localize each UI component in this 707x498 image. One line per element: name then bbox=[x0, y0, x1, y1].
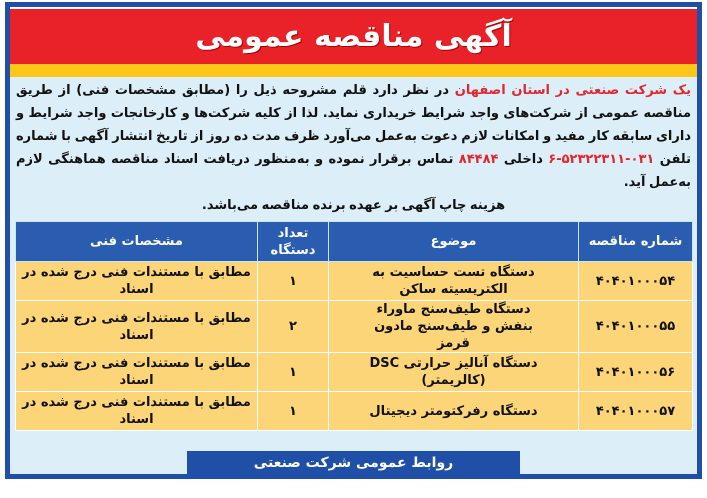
device-count: ۱ bbox=[258, 262, 329, 301]
tender-number: ۴۰۴۰۱۰۰۰۵۶ bbox=[579, 353, 693, 392]
tender-subject: دستگاه رفرکتومتر دیجیتال bbox=[329, 392, 579, 431]
tender-number: ۴۰۴۰۱۰۰۰۵۵ bbox=[579, 301, 693, 353]
company-name: یک شرکت صنعتی در استان اصفهان bbox=[454, 83, 691, 98]
tender-subject: دستگاه تست حساسیت به الکتریسیته ساکن bbox=[329, 262, 579, 301]
title-banner bbox=[10, 9, 697, 64]
body-text-3: تماس برقرار نموده و به‌منظور دریافت اسناد مناقصه هماهنگی لازم به‌عمل آید. bbox=[16, 152, 691, 190]
table-row bbox=[16, 301, 693, 353]
table-row bbox=[16, 392, 693, 431]
header-spec: مشخصات فنی bbox=[16, 222, 258, 262]
tender-number: ۴۰۴۰۱۰۰۰۵۷ bbox=[579, 392, 693, 431]
cost-note: هزینه چاپ آگهی بر عهده برنده مناقصه می‌باشد. bbox=[201, 198, 506, 213]
tender-subject: دستگاه آنالیز حرارتی DSC (کالریمتر) bbox=[329, 353, 579, 392]
technical-spec: مطابق با مستندات فنی درج شده در اسناد bbox=[16, 353, 258, 392]
phone-number: ۰۳۱-۵۲۳۲۲۳۱۱-۶ bbox=[548, 152, 655, 167]
body-text-2: داخلی bbox=[498, 152, 549, 167]
yellow-stripe bbox=[10, 64, 697, 77]
tender-number: ۴۰۴۰۱۰۰۰۵۴ bbox=[579, 262, 693, 301]
extension: ۸۴۴۸۴ bbox=[458, 152, 499, 167]
header-subject: موضوع bbox=[329, 222, 579, 262]
device-count: ۲ bbox=[258, 301, 329, 353]
header-number: شماره مناقصه bbox=[579, 222, 693, 262]
tender-subject: دستگاه طیف‌سنج ماوراء بنفش و طیف‌سنج مادون قرمز bbox=[329, 301, 579, 353]
device-count: ۱ bbox=[258, 353, 329, 392]
header-count: تعداد دستگاه bbox=[258, 222, 329, 262]
tender-ad bbox=[5, 2, 702, 479]
ad-body bbox=[16, 79, 691, 217]
technical-spec: مطابق با مستندات فنی درج شده در اسناد bbox=[16, 392, 258, 431]
technical-spec: مطابق با مستندات فنی درج شده در اسناد bbox=[16, 262, 258, 301]
table-row bbox=[16, 353, 693, 392]
tender-table bbox=[15, 221, 693, 431]
ad-title: آگهی مناقصه عمومی bbox=[195, 19, 512, 54]
footer-signature: روابط عمومی شرکت صنعتی bbox=[187, 451, 520, 474]
device-count: ۱ bbox=[258, 392, 329, 431]
body-text-1: در نظر دارد قلم مشروحه ذیل را (مطابق مشخصات فنی) از طریق مناقصه عمومی از شرکت‌های واجد شرایط خریداری نماید. لذا از کلیه شرکت‌ها و کارخانجات واجد شرایط و دارای سابقه کار مفید و امکانات لازم دعوت به‌عمل می‌آورد ظرف مدت ده روز از تاریخ انتشار آگهی با شماره تلفن bbox=[16, 83, 691, 167]
table-row bbox=[16, 262, 693, 301]
technical-spec: مطابق با مستندات فنی درج شده در اسناد bbox=[16, 301, 258, 353]
